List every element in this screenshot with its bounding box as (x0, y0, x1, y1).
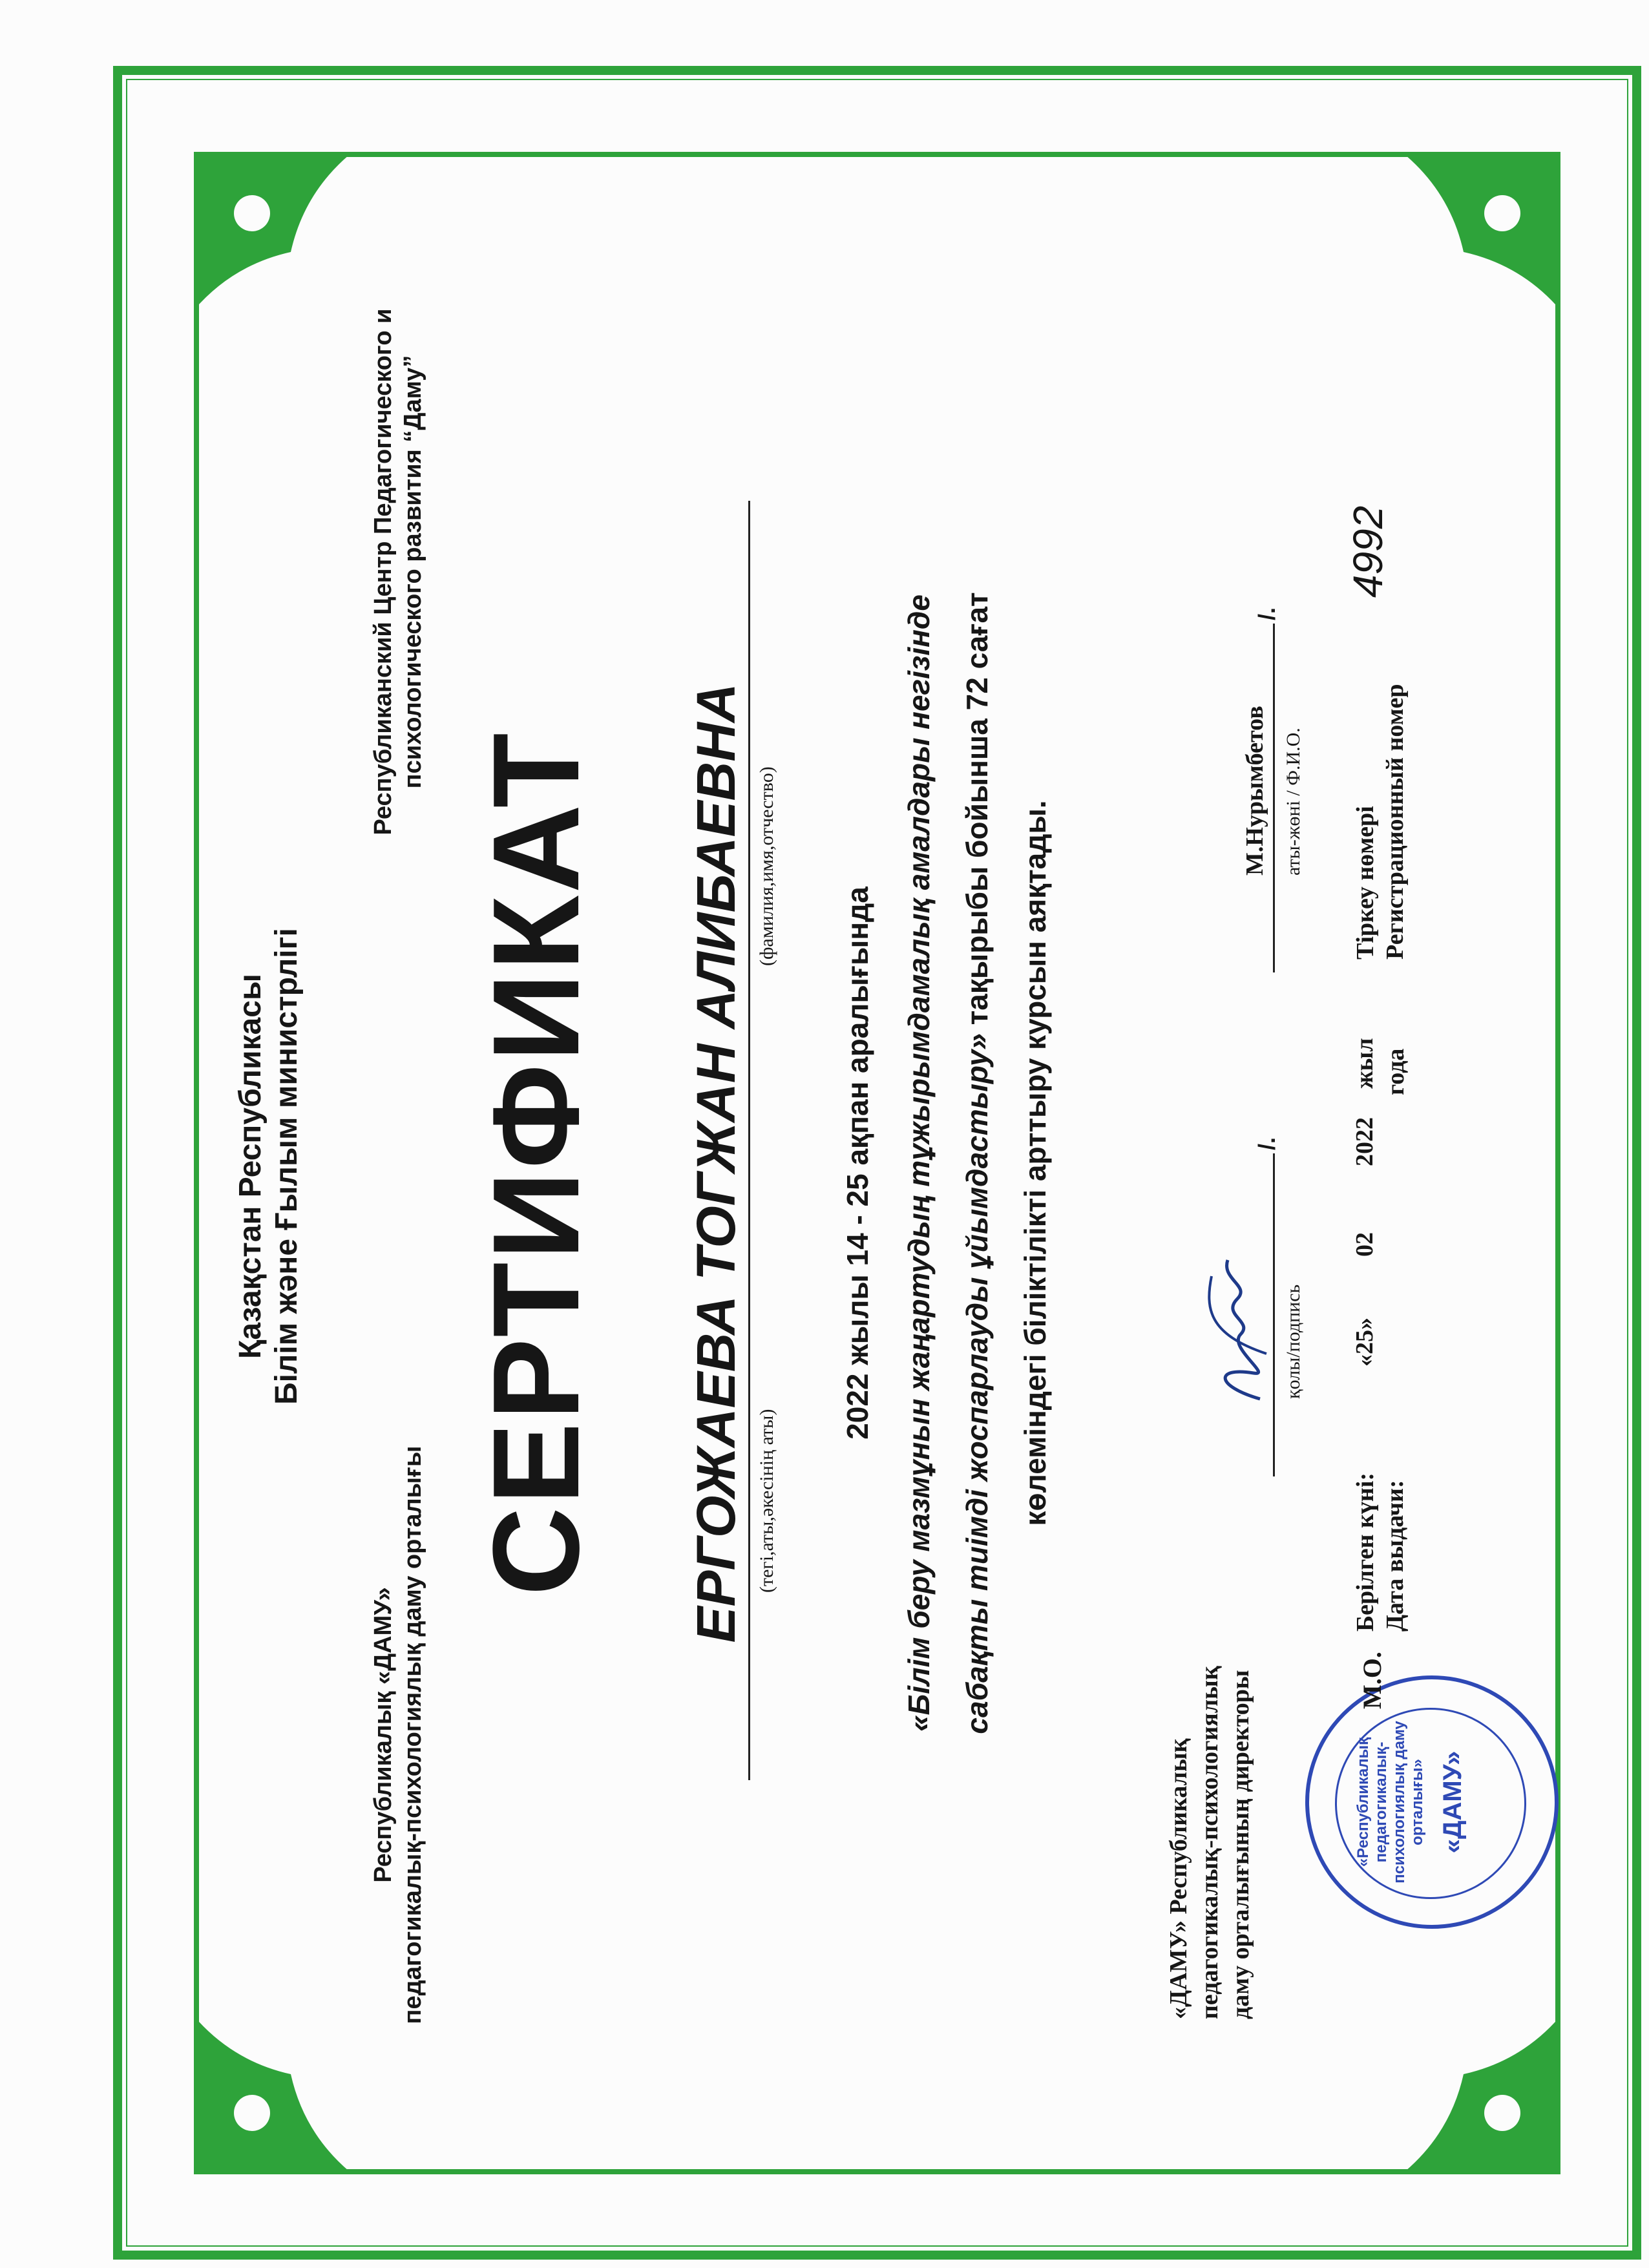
recipient-caption-ru: (фамилия,имя,отчество) (756, 766, 777, 966)
registration-label (1350, 684, 1410, 960)
registration-number: 4992 (1345, 505, 1391, 598)
course-topic-line2-italic: сабақты тиімді жоспарлауды ұйымдастыру» (960, 1033, 994, 1734)
name-line (1273, 624, 1275, 972)
org-kz-line2: педагогикалық-психологиялық даму орталығы (399, 1445, 426, 2024)
signature-slash: /. (1254, 1137, 1280, 1150)
director-name: М.Нурымбетов (1241, 706, 1268, 876)
recipient-name: ЕРГОЖАЕВА ТОГЖАН АЛИБАЕВНА (686, 683, 746, 1643)
recipient-caption-kz: (тегі,аты,әкесінің аты) (756, 1409, 777, 1593)
issuer-org-ru (368, 249, 428, 895)
country-name: Қазақстан Республикасы (233, 974, 268, 1359)
director-label (1163, 1666, 1256, 2019)
issuer-ministry (233, 804, 305, 1528)
director-label-line3: даму орталығының директоры (1227, 1670, 1254, 2019)
issue-year-word-ru: года (1382, 1048, 1409, 1095)
organization-stamp (1305, 1675, 1559, 1929)
director-label-line2: педагогикалық-психологиялық (1196, 1666, 1223, 2019)
signature-line (1273, 1153, 1275, 1476)
org-ru-line1: Республиканский Центр Педагогического и (370, 308, 397, 835)
registration-label-ru: Регистрационный номер (1381, 684, 1409, 960)
signature-caption: қолы/подпись (1283, 1284, 1304, 1399)
course-topic-line2 (960, 152, 994, 2174)
recipient-underline (748, 501, 750, 1780)
certificate-title: СЕРТИФИКАТ (468, 730, 605, 1596)
director-label-line1: «ДАМУ» Республикалық (1165, 1738, 1192, 2019)
registration-label-kz: Тіркеу нөмері (1352, 806, 1379, 960)
director-signature (1202, 1244, 1279, 1412)
stamp-inner-text: «ДАМУ» (1438, 1750, 1467, 1854)
issue-date-label-kz: Берілген күні: (1352, 1472, 1379, 1632)
stamp-label: М.О. (1358, 1652, 1387, 1709)
course-topic-line2-rest: тақырыбы бойынша 72 сағат (960, 592, 994, 1033)
issue-date-label (1350, 1473, 1410, 1632)
issue-month: 02 (1351, 1232, 1378, 1257)
course-period: 2022 жылы 14 - 25 ақпан аралығында (841, 887, 874, 1440)
ministry-name: Білім және Ғылым министрлігі (269, 928, 304, 1405)
issue-date-label-ru: Дата выдачи: (1381, 1480, 1409, 1632)
issue-year: 2022 (1351, 1117, 1378, 1166)
certificate-content (194, 152, 1560, 2174)
course-completion: көлеміндегі біліктілікті арттыру курсын аяқтады. (1018, 800, 1052, 1526)
course-topic-line1: «Білім беру мазмұнын жаңартудың тұжырымдамалық амалдары негізінде (902, 594, 936, 1732)
issuer-org-kz (368, 1444, 428, 2026)
org-kz-line1: Республикалық «ДАМУ» (370, 1587, 397, 1883)
name-caption: аты-жөні / Ф.И.О. (1283, 728, 1304, 876)
org-ru-line2: психологического развития “Даму” (399, 355, 426, 789)
name-slash: /. (1254, 607, 1280, 620)
issue-day: «25» (1351, 1318, 1378, 1367)
issue-year-word-kz: жыл (1351, 1038, 1378, 1089)
stamp-outer-text: «Республикалық педагогикалық-психологиялық даму орталығы» (1354, 1721, 1426, 1884)
